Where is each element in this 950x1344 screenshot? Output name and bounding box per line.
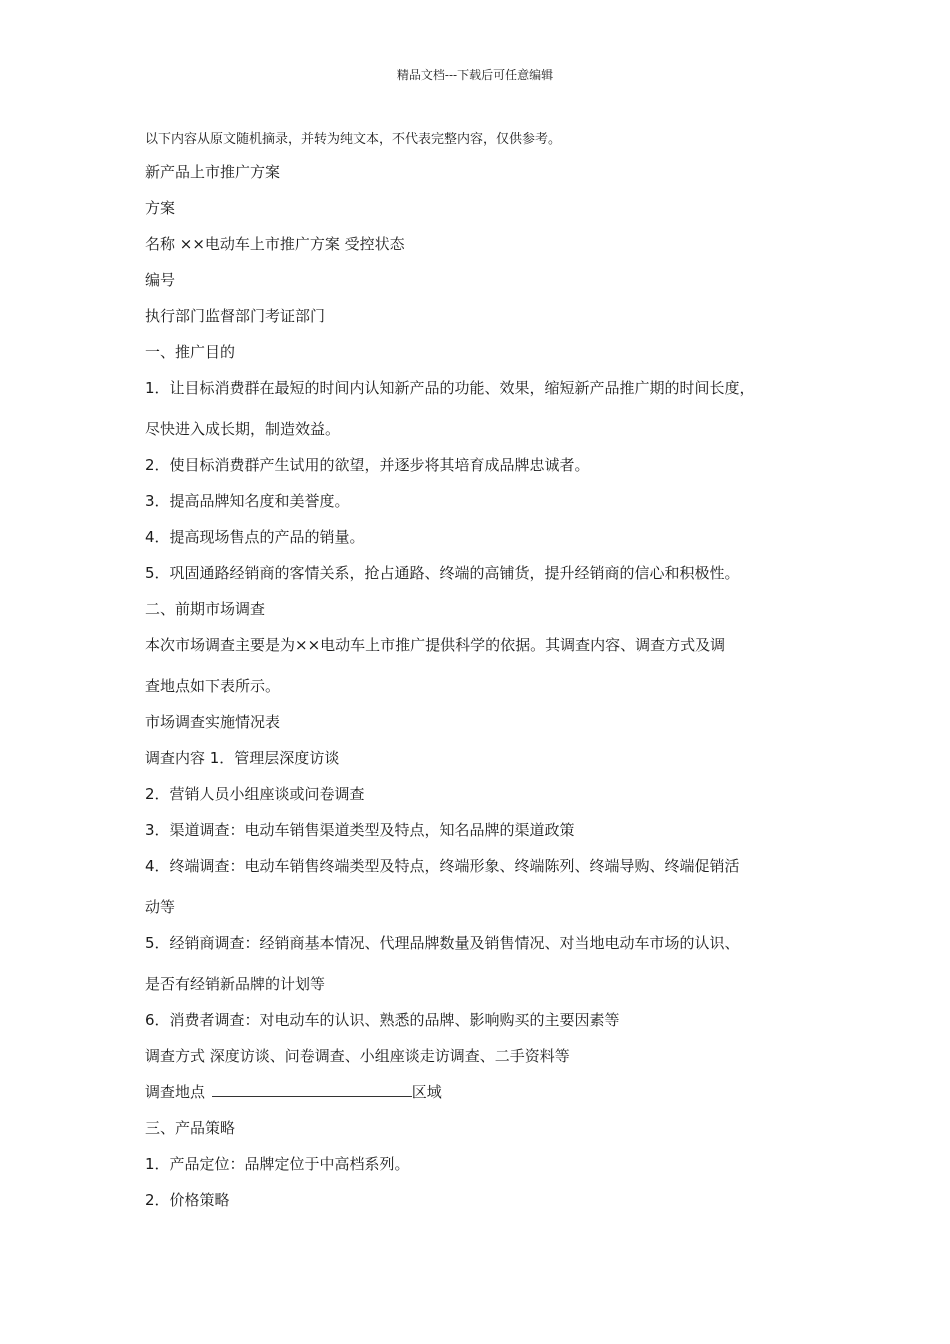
text-line: 执行部门监督部门考证部门: [145, 307, 326, 325]
text-line: 编号: [145, 271, 176, 289]
text-line: 是否有经销新品牌的计划等: [145, 975, 326, 993]
text-line: 查地点如下表所示。: [145, 677, 281, 695]
text-line: 名称 ××电动车上市推广方案 受控状态: [145, 235, 405, 253]
text-line: 3．渠道调查：电动车销售渠道类型及特点，知名品牌的渠道政策: [145, 821, 575, 839]
text-line: 6．消费者调查：对电动车的认识、熟悉的品牌、影响购买的主要因素等: [145, 1011, 620, 1029]
text-line: 4．提高现场售点的产品的销量。: [145, 528, 365, 546]
survey-location-label: 调查地点: [145, 1083, 206, 1101]
text-line: 本次市场调查主要是为××电动车上市推广提供科学的依据。其调查内容、调查方式及调: [145, 636, 726, 654]
page-header: 精品文档---下载后可任意编辑: [396, 68, 554, 82]
text-line: 方案: [145, 199, 176, 217]
region-label: 区域: [411, 1083, 442, 1101]
text-line: 2．价格策略: [145, 1191, 230, 1209]
intro-note: 以下内容从原文随机摘录，并转为纯文本，不代表完整内容，仅供参考。: [145, 132, 562, 147]
text-line: 1．让目标消费群在最短的时间内认知新产品的功能、效果，缩短新产品推广期的时间长度，: [145, 379, 755, 397]
text-line: 动等: [145, 898, 176, 916]
section-heading: 三、产品策略: [145, 1119, 236, 1137]
text-line: 尽快进入成长期，制造效益。: [145, 420, 341, 438]
survey-location-line: [145, 1082, 442, 1102]
blank-underline: [212, 1082, 412, 1097]
text-line: 调查内容 1．管理层深度访谈: [145, 749, 340, 767]
text-line: 调查方式 深度访谈、问卷调查、小组座谈走访调查、二手资料等: [145, 1047, 570, 1065]
text-line: 5．巩固通路经销商的客情关系，抢占通路、终端的高铺货，提升经销商的信心和积极性。: [145, 564, 740, 582]
table-caption: 市场调查实施情况表: [145, 713, 281, 731]
text-line: 4．终端调查：电动车销售终端类型及特点，终端形象、终端陈列、终端导购、终端促销活: [145, 857, 740, 875]
text-line: 5．经销商调查：经销商基本情况、代理品牌数量及销售情况、对当地电动车市场的认识、: [145, 934, 740, 952]
text-line: 2．使目标消费群产生试用的欲望，并逐步将其培育成品牌忠诚者。: [145, 456, 590, 474]
text-line: 3．提高品牌知名度和美誉度。: [145, 492, 350, 510]
section-heading: 二、前期市场调查: [145, 600, 266, 618]
text-line: 2．营销人员小组座谈或问卷调查: [145, 785, 365, 803]
section-heading: 一、推广目的: [145, 343, 236, 361]
document-title: 新产品上市推广方案: [145, 163, 281, 181]
text-line: 1．产品定位：品牌定位于中高档系列。: [145, 1155, 410, 1173]
